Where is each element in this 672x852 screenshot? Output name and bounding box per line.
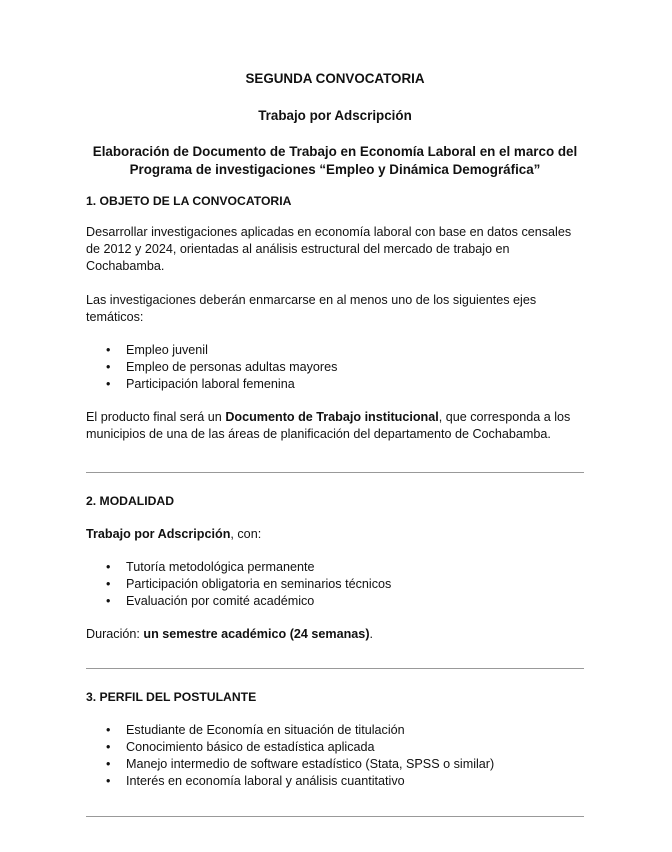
list-item: • Tutoría metodológica permanente [126,559,584,576]
document-heading: Elaboración de Documento de Trabajo en Economía Laboral en el marco del Programa de investigaciones “Empleo y Dinámica Demográfica” [92,144,578,177]
list-item: • Estudiante de Economía en situación de titulación [126,722,584,739]
list-item: • Participación obligatoria en seminarios técnicos [126,576,584,593]
duracion-paragraph [86,626,584,643]
modalidad-text-after: , con: [230,527,262,541]
perfil-list [86,722,584,790]
list-item: • Interés en economía laboral y análisis cuantitativo [126,773,584,790]
list-item: • Manejo intermedio de software estadístico (Stata, SPSS o similar) [126,756,584,773]
section-divider [86,816,584,817]
duracion-period: . [369,627,374,641]
duracion-label: Duración: [86,627,144,641]
list-item: • Participación laboral femenina [126,376,584,393]
modalidad-paragraph [86,526,584,543]
producto-text-before: El producto final será un [86,410,226,424]
section-heading-perfil: 3. PERFIL DEL POSTULANTE [86,690,257,704]
document-subtitle: Trabajo por Adscripción [258,108,412,123]
list-item: • Empleo de personas adultas mayores [126,359,584,376]
producto-text-bold: Documento de Trabajo institucional [225,410,439,424]
objeto-paragraph: Desarrollar investigaciones aplicadas en economía laboral con base en datos censales de 2012 y 2024, orientadas al análisis estructural del mercado de trabajo en Cochabamba. [86,225,572,273]
ejes-list [86,342,584,393]
document-title: SEGUNDA CONVOCATORIA [245,71,425,86]
modalidad-text-bold: Trabajo por Adscripción [86,527,231,541]
duracion-value: un semestre académico (24 semanas) [143,627,370,641]
producto-paragraph [86,409,584,443]
modalidad-list [86,559,584,610]
list-item: • Evaluación por comité académico [126,593,584,610]
list-item: • Conocimiento básico de estadística aplicada [126,739,584,756]
ejes-intro-paragraph: Las investigaciones deberán enmarcarse en al menos uno de los siguientes ejes temáticos: [86,293,537,324]
section-heading-objeto: 1. OBJETO DE LA CONVOCATORIA [86,194,292,208]
list-item: • Empleo juvenil [126,342,584,359]
section-divider [86,668,584,669]
section-divider [86,472,584,473]
producto-text-after: , que corresponda a los municipios de una de las áreas de planificación del departamento de Cochabamba. [86,410,571,441]
section-heading-modalidad: 2. MODALIDAD [86,494,175,508]
